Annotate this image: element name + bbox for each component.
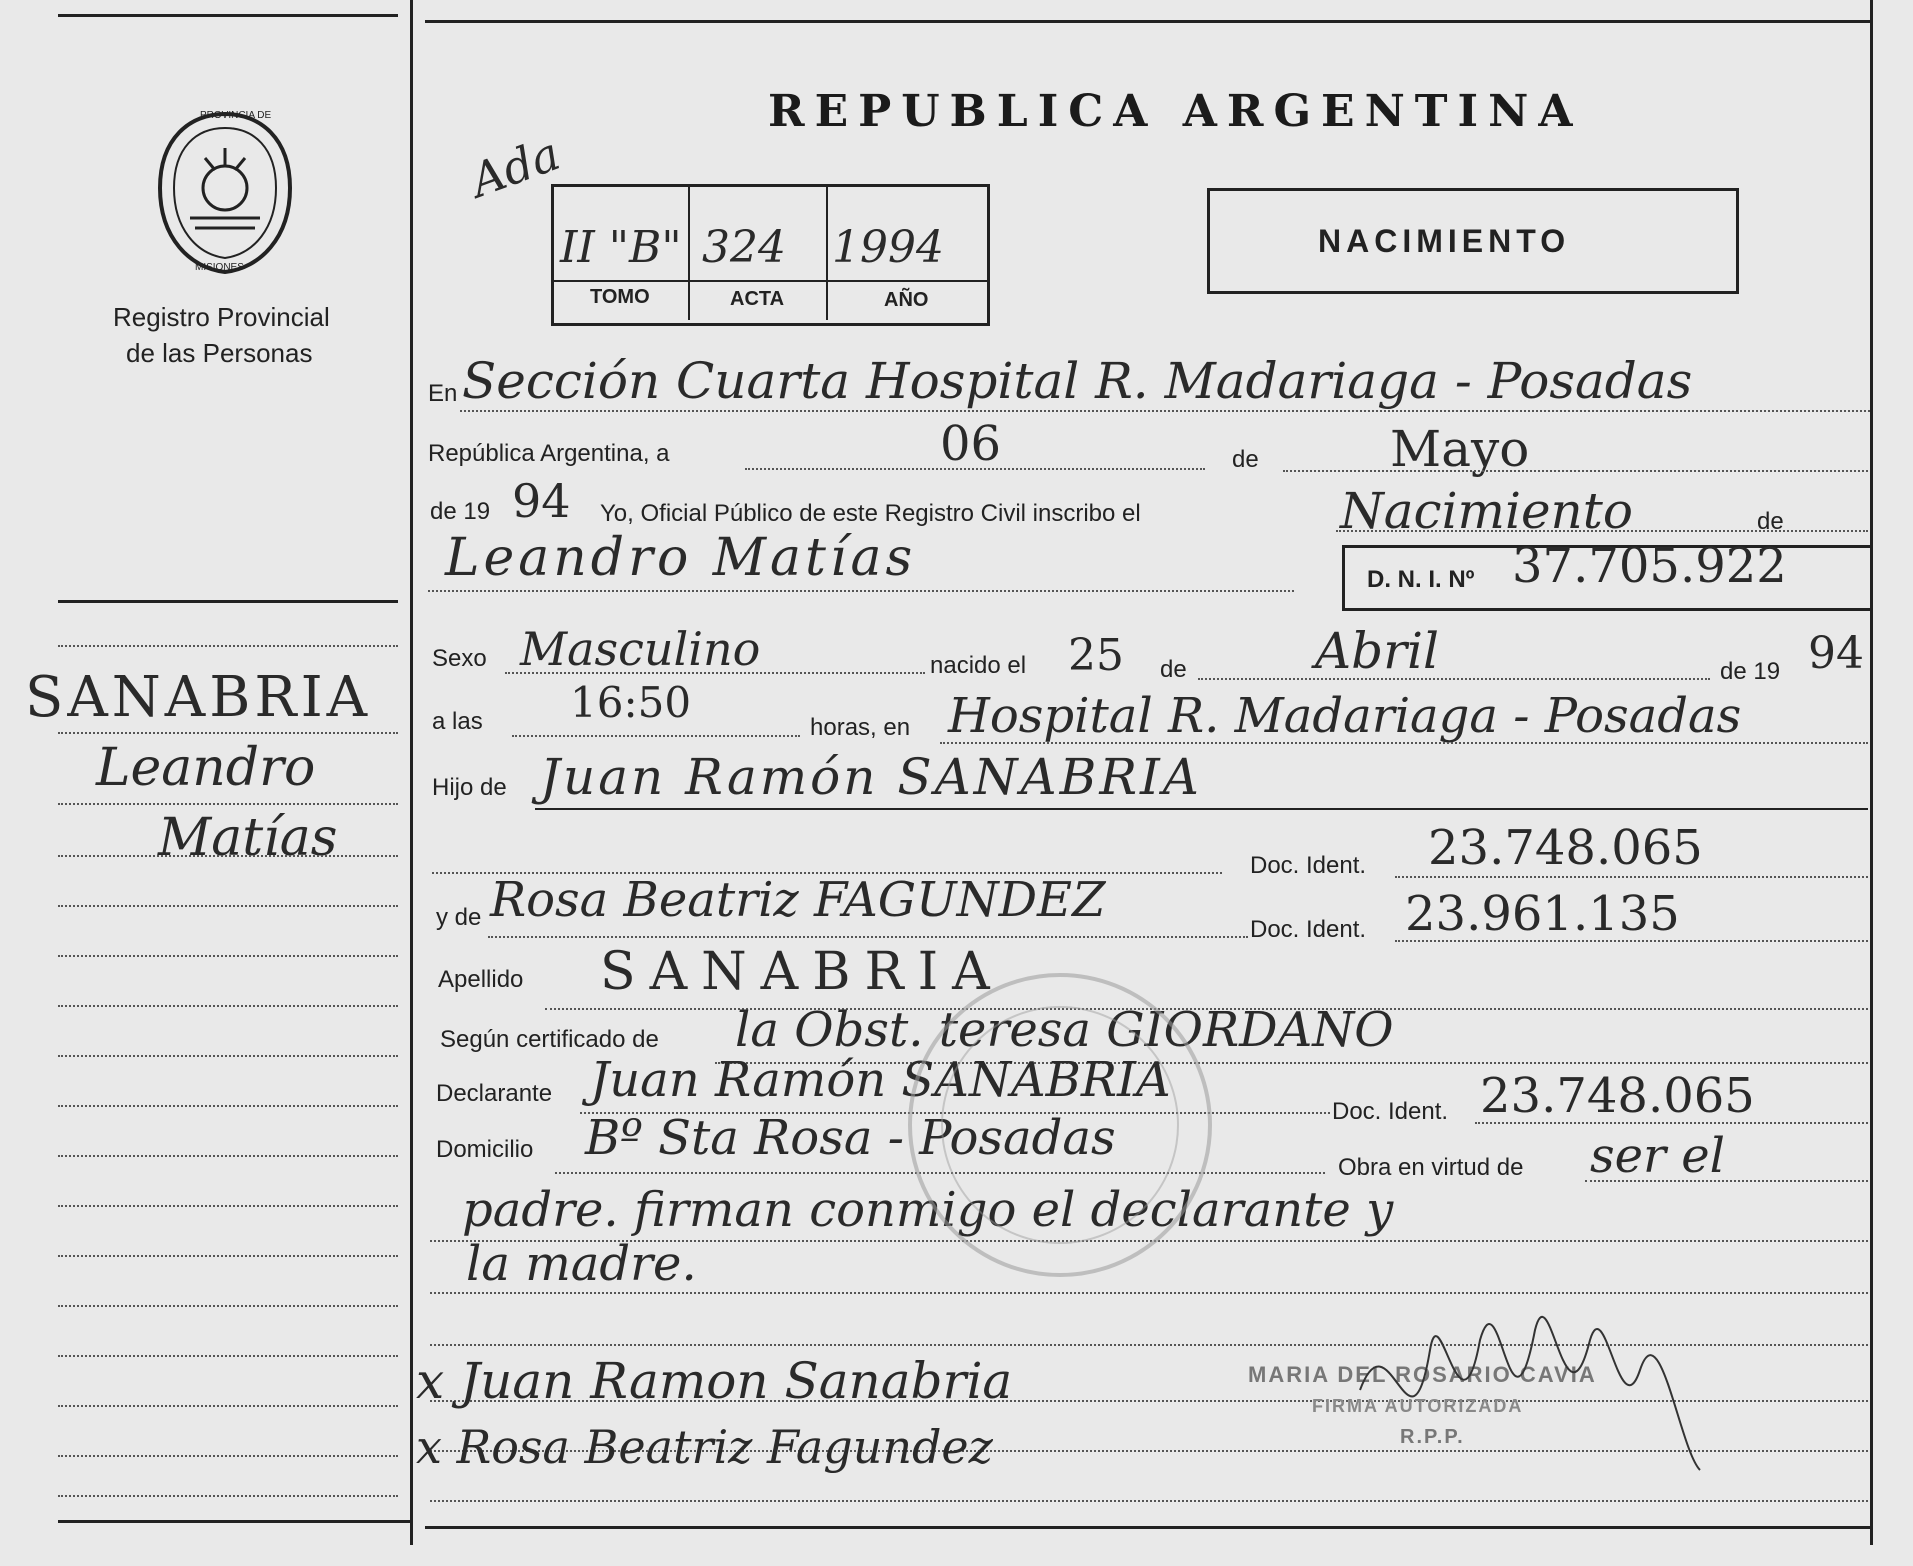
decl-doc-line <box>1475 1122 1868 1124</box>
dni-label: D. N. I. Nº <box>1367 566 1475 593</box>
republica-label: República Argentina, a <box>428 440 670 467</box>
obra-label: Obra en virtud de <box>1338 1154 1524 1181</box>
acta-label: ACTA <box>730 288 785 310</box>
registry-name-line2: de las Personas <box>126 338 313 368</box>
en-label: En <box>428 380 458 407</box>
mother-value: Rosa Beatriz FAGUNDEZ <box>490 872 1106 928</box>
stamp-office: R.P.P. <box>1400 1426 1465 1448</box>
act-value: Nacimiento <box>1340 482 1633 540</box>
stamp-name: MARIA DEL ROSARIO CAVIA <box>1248 1362 1597 1387</box>
year-value: 94 <box>512 474 571 528</box>
declarante-label: Declarante <box>436 1080 553 1107</box>
margin-surname: SANABRIA <box>25 665 372 730</box>
margin-rule <box>58 600 398 603</box>
margin-line <box>58 1495 398 1497</box>
margin-name1: Leandro <box>96 738 316 798</box>
bottom-rule-right <box>425 1526 1870 1529</box>
de19-label: de 19 <box>1720 658 1781 685</box>
provincial-seal-icon <box>150 108 300 278</box>
margin-line <box>58 1105 398 1107</box>
segun-label: Según certificado de <box>440 1026 659 1053</box>
father-line <box>535 808 1868 810</box>
obra-line2: padre. firman conmigo el declarante y <box>462 1182 1394 1238</box>
ano-value: 1994 <box>832 222 944 273</box>
domicilio-value: Bº Sta Rosa - Posadas <box>585 1110 1116 1166</box>
margin-line <box>58 1055 398 1057</box>
nacido-label: nacido el <box>930 652 1027 679</box>
father-doc-line <box>1395 876 1868 878</box>
de2-label: de <box>1757 508 1784 535</box>
ref-box-col2 <box>826 184 828 320</box>
seal-text-bottom: MISIONES <box>195 262 244 273</box>
father-doc-label: Doc. Ident. <box>1250 852 1367 879</box>
month-value: Mayo <box>1390 420 1530 478</box>
blank-line <box>430 1500 1868 1502</box>
signature-mother: x Rosa Beatriz Fagundez <box>416 1420 993 1474</box>
day-line <box>745 468 1205 470</box>
margin-line <box>58 803 398 805</box>
margin-line <box>58 1355 398 1357</box>
annotation-top: Ada <box>463 126 567 208</box>
father-doc: 23.748.065 <box>1428 820 1703 876</box>
registry-name-line1: Registro Provincial <box>113 302 330 332</box>
domicilio-label: Domicilio <box>436 1136 534 1163</box>
divider-right <box>1870 0 1873 1545</box>
segun-value: la Obst. teresa GIORDANO <box>735 1002 1394 1058</box>
birth-month-line <box>1198 678 1710 680</box>
day-value: 06 <box>940 416 1002 472</box>
en-value: Sección Cuarta Hospital R. Madariaga - Posadas <box>462 352 1693 410</box>
declarante-value: Juan Ramón SANABRIA <box>590 1052 1171 1108</box>
month-line <box>1283 470 1868 472</box>
margin-line <box>58 1155 398 1157</box>
doc-type-label: NACIMIENTO <box>1318 223 1571 259</box>
place-value: Hospital R. Madariaga - Posadas <box>948 688 1742 744</box>
ref-box-col1 <box>688 184 690 320</box>
year-prefix: de 19 <box>430 498 491 525</box>
document-title: REPUBLICA ARGENTINA <box>768 86 1583 137</box>
tomo-value: II "B" <box>560 222 682 273</box>
acta-value: 324 <box>702 222 786 273</box>
decl-doc-label: Doc. Ident. <box>1332 1098 1449 1125</box>
bottom-rule-left <box>58 1520 410 1523</box>
margin-line <box>58 1005 398 1007</box>
mother-doc-label: Doc. Ident. <box>1250 916 1367 943</box>
apellido-value: SANABRIA <box>600 942 1004 1002</box>
sexo-value: Masculino <box>520 622 761 676</box>
child-name: Leandro Matías <box>445 528 917 588</box>
obra-line <box>1585 1180 1868 1182</box>
mother-doc: 23.961.135 <box>1405 886 1680 942</box>
ano-label: AÑO <box>884 289 929 311</box>
margin-line <box>58 955 398 957</box>
official-stamp-icon <box>895 960 1225 1290</box>
de-label: de <box>1232 446 1259 473</box>
father-value: Juan Ramón SANABRIA <box>540 748 1202 806</box>
signature-father: x Juan Ramon Sanabria <box>416 1352 1013 1410</box>
place-line <box>940 742 1868 744</box>
official-signature-scribble <box>1350 1250 1710 1490</box>
margin-line <box>58 1255 398 1257</box>
margin-line <box>58 732 398 734</box>
seal-text-top: PROVINCIA DE <box>200 110 272 121</box>
tomo-label: TOMO <box>590 286 650 308</box>
time-value: 16:50 <box>570 678 692 727</box>
mother-doc-line <box>1395 940 1868 942</box>
ref-box-mid-line <box>551 280 987 282</box>
dni-value: 37.705.922 <box>1512 538 1787 594</box>
margin-name2: Matías <box>158 808 338 868</box>
birth-month: Abril <box>1315 622 1439 680</box>
horas-label: horas, en <box>810 714 911 741</box>
obra-value: ser el <box>1590 1128 1725 1184</box>
de3-label: de <box>1160 656 1187 683</box>
birth-day: 25 <box>1068 630 1124 681</box>
mother-line <box>488 936 1248 938</box>
obra-line3: la madre. <box>466 1236 697 1292</box>
stamp-role: FIRMA AUTORIZADA <box>1312 1396 1524 1416</box>
sexo-label: Sexo <box>432 645 487 672</box>
act-line <box>1336 530 1868 532</box>
y-de-label: y de <box>436 904 482 931</box>
margin-line <box>58 1205 398 1207</box>
hijo-label: Hijo de <box>432 774 507 801</box>
en-line <box>460 410 1870 412</box>
margin-line <box>58 1455 398 1457</box>
decl-doc: 23.748.065 <box>1480 1068 1755 1124</box>
top-rule-left <box>58 14 398 17</box>
divider-left <box>410 0 413 1545</box>
margin-line <box>58 905 398 907</box>
yo-text: Yo, Oficial Público de este Registro Civil inscribo el <box>600 500 1141 527</box>
a-las-label: a las <box>432 708 483 735</box>
sexo-line <box>505 672 925 674</box>
child-name-line <box>428 590 1294 592</box>
margin-line <box>58 855 398 857</box>
margin-line <box>58 645 398 647</box>
margin-line <box>58 1305 398 1307</box>
apellido-label: Apellido <box>438 966 524 993</box>
top-rule-right <box>425 20 1870 23</box>
margin-line <box>58 1405 398 1407</box>
birth-year: 94 <box>1808 628 1864 679</box>
time-line <box>512 735 800 737</box>
